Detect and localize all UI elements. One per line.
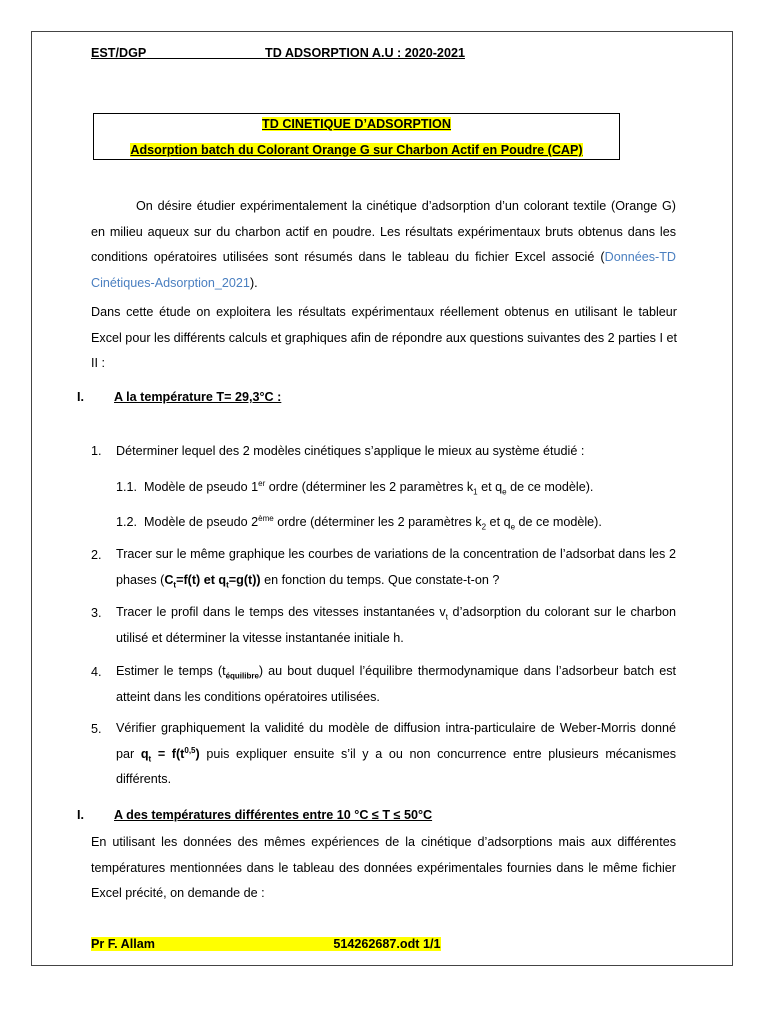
page-border — [31, 31, 733, 966]
footer-author: Pr F. Allam — [91, 937, 155, 951]
q11-text-b: ordre (déterminer les 2 paramètres k — [265, 480, 474, 494]
intro-text: On désire étudier expérimentalement la cinétique d’adsorption d’un colorant textile (Orange G) en milieu aqueux sur du charbon actif en poudre. Les résultats expérimentaux bruts obtenus dans les conditions opératoires utilisées sont résumés dans le tableau du fichier Excel associé ( — [91, 199, 676, 264]
q12-sub-2: e — [510, 522, 516, 532]
q2-text-end: en fonction du temps. Que constate-t-on ? — [260, 572, 500, 587]
q5-sub-1: t — [148, 754, 152, 764]
q11-text-c: et q — [477, 480, 503, 494]
intro-paragraph-2: Dans cette étude on exploitera les résultats expérimentaux réellement obtenus en utilisant le tableur Excel pour les différents calculs et graphiques afin de répondre aux questions suivantes des 2 parties I et II : — [91, 305, 677, 370]
title-box — [93, 113, 620, 160]
q4-text: Estimer le temps (t — [116, 664, 226, 678]
question-4-number: 4. — [91, 665, 102, 679]
q2-sub-1: t — [173, 580, 177, 590]
question-3 — [116, 600, 676, 651]
q12-sub-1: 2 — [481, 522, 487, 532]
question-4 — [116, 659, 676, 710]
page-footer — [91, 937, 441, 951]
header-right: TD ADSORPTION A.U : 2020-2021 — [265, 46, 465, 60]
question-1-number: 1. — [91, 444, 102, 458]
q3-sub: t — [445, 612, 448, 622]
footer-file: 514262687.odt 1/1 — [333, 937, 441, 951]
q4-text-end: ) au bout duquel l’équilibre thermodynamique dans l’adsorbeur batch est atteint dans les conditions opératoires utilisées. — [116, 664, 676, 704]
question-2 — [116, 542, 676, 593]
q12-number: 1.2. — [116, 515, 138, 529]
q11-sub-2: e — [502, 487, 507, 497]
q12-text-d: de ce modèle). — [515, 515, 602, 529]
question-3-number: 3. — [91, 606, 102, 620]
q2-bold-3: =g(t)) — [228, 572, 261, 587]
q5-text: Vérifier graphiquement la validité du modèle de diffusion intra-particulaire de Weber-Morris donné par — [116, 721, 676, 761]
title-line-1: TD CINETIQUE D’ADSORPTION — [262, 117, 451, 131]
q2-bold-1: C — [164, 572, 174, 587]
q5-bold-3: ) — [195, 746, 200, 761]
intro-paragraph-1 — [91, 194, 676, 296]
question-1-2 — [116, 513, 602, 532]
data-file-link[interactable]: Données-TD Cinétiques-Adsorption_2021 — [91, 250, 676, 290]
question-5 — [116, 716, 676, 793]
intro-text-end: ). — [249, 275, 258, 290]
q5-bold-2: = f(t — [151, 746, 185, 761]
q2-sub-2: t — [226, 580, 229, 590]
q11-sub-1: 1 — [473, 487, 478, 497]
question-2-number: 2. — [91, 548, 102, 562]
question-5-number: 5. — [91, 722, 102, 736]
q2-bold-2: =f(t) et q — [176, 572, 227, 587]
section-2-title: A des températures différentes entre 10 °C ≤ T ≤ 50°C — [114, 808, 433, 822]
q3-text-end: d’adsorption du colorant sur le charbon utilisé et déterminer la vitesse instantanée initiale h. — [116, 605, 676, 645]
q2-text: Tracer sur le même graphique les courbes de variations de la concentration de l’adsorbat dans les 2 phases ( — [116, 547, 676, 587]
q11-sup: er — [258, 478, 266, 488]
header-left: EST/DGP — [91, 46, 147, 60]
q12-text: Modèle de pseudo 2 — [144, 515, 259, 529]
section-2-number: I. — [77, 808, 84, 822]
q11-number: 1.1. — [116, 480, 138, 494]
section-1-number: I. — [77, 390, 84, 404]
q4-sub: équilibre — [225, 671, 259, 681]
q12-text-b: ordre (déterminer les 2 paramètres k — [273, 515, 482, 529]
q5-sup: 0,5 — [184, 745, 196, 755]
q11-text-d: de ce modèle). — [506, 480, 594, 494]
q12-sup: ème — [258, 513, 274, 523]
question-1: Déterminer lequel des 2 modèles cinétiques s’applique le mieux au système étudié : — [116, 444, 585, 458]
footer-gap — [155, 937, 333, 951]
question-1-1 — [116, 478, 594, 497]
q3-text: Tracer le profil dans le temps des vitesses instantanées v — [116, 605, 446, 619]
footer-highlight — [91, 937, 441, 951]
page-header — [91, 46, 465, 60]
title-line-2: Adsorption batch du Colorant Orange G sur Charbon Actif en Poudre (CAP) — [130, 143, 583, 157]
q5-text-end: puis expliquer ensuite s’il y a ou non concurrence entre plusieurs mécanismes différents. — [116, 746, 677, 786]
header-gap — [146, 46, 265, 60]
section-1-title: A la température T= 29,3°C : — [114, 390, 282, 404]
q12-text-c: et q — [486, 515, 511, 529]
q11-text: Modèle de pseudo 1 — [144, 480, 259, 494]
section-2-text: En utilisant les données des mêmes expériences de la cinétique d’adsorptions mais aux différentes températures mentionnées dans le tableau des données expérimentales fournies dans le même fichier Excel précité, on demande de : — [91, 835, 676, 900]
q5-bold-1: q — [140, 746, 149, 761]
